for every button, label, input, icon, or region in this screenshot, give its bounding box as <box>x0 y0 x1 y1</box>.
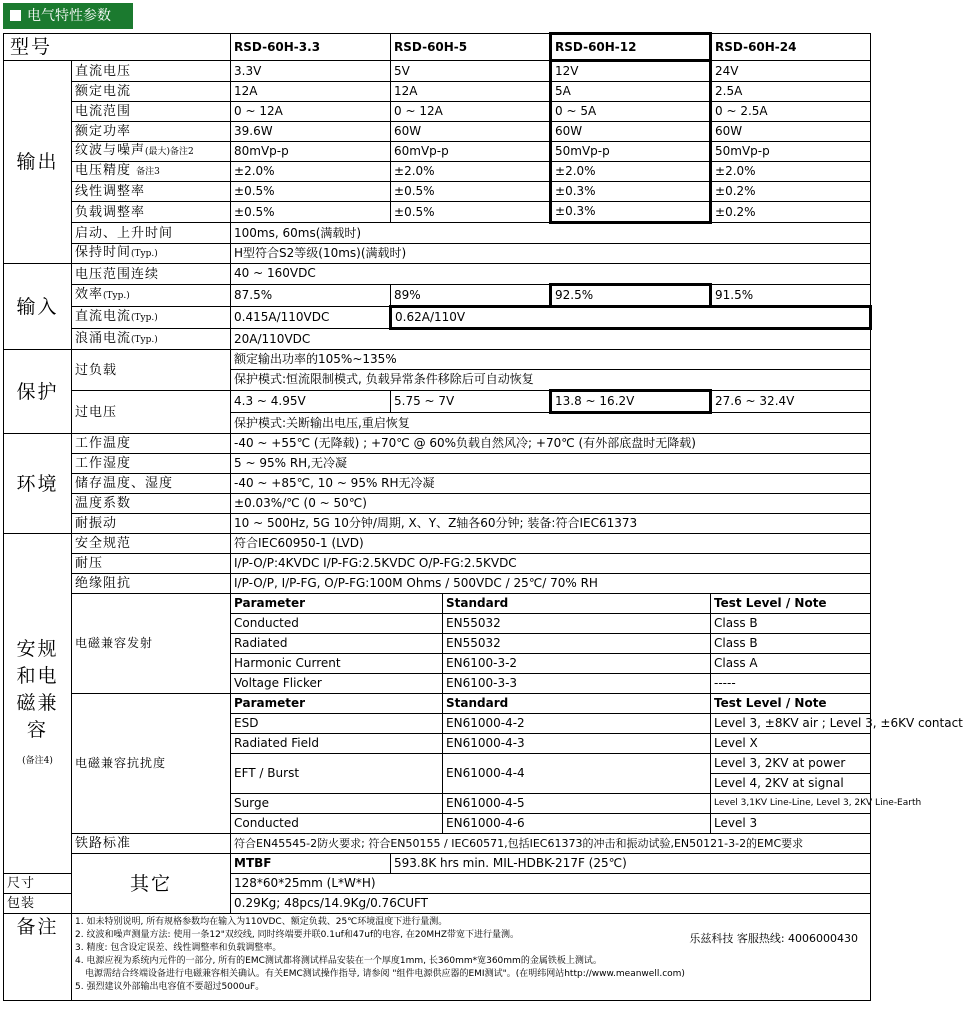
safety-value: I/P-O/P:4KVDC I/P-FG:2.5KVDC O/P-FG:2.5KVDC <box>231 554 871 574</box>
output-row <box>4 61 871 82</box>
pack-value: 0.29Kg; 48pcs/14.9Kg/0.76CUFT <box>231 894 871 914</box>
output-value: 60W <box>391 122 551 142</box>
safety-label: 安全规范 <box>72 534 231 554</box>
overload-row <box>4 350 871 370</box>
env-value: -40 ~ +85℃, 10 ~ 95% RH无冷凝 <box>231 474 871 494</box>
output-value: ±2.0% <box>711 162 871 182</box>
emc-cell: Level X <box>711 734 871 754</box>
note-line: 1. 如未特别说明, 所有规格参数均在输入为110VDC、额定负载、25℃环境温度下进行量测。 <box>75 917 448 927</box>
note-line: 5. 强烈建议外部输出电容值不要超过5000uF。 <box>75 982 265 992</box>
output-label: 负载调整率 <box>72 202 231 223</box>
emc-cell: EN55032 <box>443 614 711 634</box>
env-row <box>4 454 871 474</box>
output-value: 0 ~ 12A <box>231 102 391 122</box>
efficiency-value: 89% <box>391 285 551 307</box>
input-voltage-row <box>4 264 871 285</box>
output-value: 24V <box>711 61 871 82</box>
overvoltage-value: 13.8 ~ 16.2V <box>551 391 711 413</box>
output-label: 线性调整率 <box>72 182 231 202</box>
notes-category: 备注 <box>4 914 72 1001</box>
emc-cell: ESD <box>231 714 443 734</box>
emc-header: Parameter <box>231 694 443 714</box>
hotline: 乐兹科技 客服热线: 4006000430 <box>689 932 859 945</box>
dc-current-value: 0.415A/110VDC <box>231 307 391 329</box>
output-label: 电流范围 <box>72 102 231 122</box>
output-value: ±0.2% <box>711 202 871 223</box>
output-value: ±0.3% <box>551 202 711 223</box>
emc-cell: EN55032 <box>443 634 711 654</box>
square-icon <box>10 10 21 21</box>
emc-cell: EN6100-3-3 <box>443 674 711 694</box>
hold-value: H型符合S2等级(10ms)(满载时) <box>231 244 871 264</box>
safety-row <box>4 574 871 594</box>
safety-category: 安规和电磁兼容 (备注4) <box>4 534 72 874</box>
emission-header-row <box>4 594 871 614</box>
env-value: ±0.03%/℃ (0 ~ 50℃) <box>231 494 871 514</box>
output-value: ±0.5% <box>231 182 391 202</box>
emc-cell: Voltage Flicker <box>231 674 443 694</box>
overvoltage-mode: 保护模式:关断输出电压,重启恢复 <box>231 413 871 434</box>
model-4: RSD-60H-24 <box>711 34 871 61</box>
emc-header: Parameter <box>231 594 443 614</box>
output-value: ±0.3% <box>551 182 711 202</box>
emc-header: Standard <box>443 694 711 714</box>
emc-cell: EN61000-4-4 <box>443 754 711 794</box>
emc-cell: Harmonic Current <box>231 654 443 674</box>
emc-cell: Level 4, 2KV at signal <box>711 774 871 794</box>
output-value: 50mVp-p <box>551 142 711 162</box>
emc-cell: Conducted <box>231 814 443 834</box>
note-line: 4. 电源应视为系统内元件的一部分, 所有的EMC测试都将测试样品安装在一个厚度1mm, 长360mm*宽360mm的金属铁板上测试。 <box>75 956 602 966</box>
output-value: 12A <box>231 82 391 102</box>
mtbf-row <box>4 854 871 874</box>
note-line: 电源需结合终端设备进行电磁兼容相关确认。有关EMC测试操作指导, 请参阅 "组件电源供应器的EMI测试"。(在明纬网站http://www.meanwell.com) <box>85 969 685 979</box>
safety-row <box>4 554 871 574</box>
output-value: ±0.5% <box>231 202 391 223</box>
overvoltage-value: 27.6 ~ 32.4V <box>711 391 871 413</box>
input-category: 输入 <box>4 264 72 350</box>
immunity-header-row <box>4 694 871 714</box>
model-2: RSD-60H-5 <box>391 34 551 61</box>
model-label: 型号 <box>4 34 231 61</box>
overvoltage-row <box>4 391 871 413</box>
startup-row <box>4 223 871 244</box>
emc-cell: Level 3 <box>711 814 871 834</box>
output-label: 直流电压 <box>72 61 231 82</box>
safety-row <box>4 534 871 554</box>
model-row <box>4 34 871 61</box>
efficiency-value: 91.5% <box>711 285 871 307</box>
emc-cell: EN6100-3-2 <box>443 654 711 674</box>
safety-label: 耐压 <box>72 554 231 574</box>
emc-cell: Radiated Field <box>231 734 443 754</box>
emc-cell: Conducted <box>231 614 443 634</box>
size-value: 128*60*25mm (L*W*H) <box>231 874 871 894</box>
output-value: 60W <box>711 122 871 142</box>
output-value: ±2.0% <box>551 162 711 182</box>
railway-value: 符合EN45545-2防火要求; 符合EN50155 / IEC60571,包括IEC61373的冲击和振动试验,EN50121-3-2的EMC要求 <box>231 834 871 854</box>
output-row <box>4 122 871 142</box>
section-header <box>3 3 133 29</box>
hold-row <box>4 244 871 264</box>
output-value: 39.6W <box>231 122 391 142</box>
overload-value: 额定输出功率的105%~135% <box>231 350 871 370</box>
env-row <box>4 494 871 514</box>
env-label: 工作温度 <box>72 434 231 454</box>
output-label: 额定电流 <box>72 82 231 102</box>
output-value: 80mVp-p <box>231 142 391 162</box>
mtbf-value: 593.8K hrs min. MIL-HDBK-217F (25℃) <box>391 854 871 874</box>
hold-label: 保持时间(Typ.) <box>72 244 231 264</box>
immunity-label: 电磁兼容抗扰度 <box>72 694 231 834</box>
env-value: 10 ~ 500Hz, 5G 10分钟/周期, X、Y、Z轴各60分钟; 装备:符合IEC61373 <box>231 514 871 534</box>
inrush-value: 20A/110VDC <box>231 329 871 350</box>
output-label: 纹波与噪声(最大)备注2 <box>72 142 231 162</box>
railway-label: 铁路标准 <box>72 834 231 854</box>
emc-cell: EN61000-4-5 <box>443 794 711 814</box>
output-value: 0 ~ 12A <box>391 102 551 122</box>
dc-current-label: 直流电流(Typ.) <box>72 307 231 329</box>
efficiency-value: 92.5% <box>551 285 711 307</box>
env-label: 耐振动 <box>72 514 231 534</box>
others-category: 其它 <box>72 854 231 914</box>
overvoltage-value: 4.3 ~ 4.95V <box>231 391 391 413</box>
emc-cell: Radiated <box>231 634 443 654</box>
dc-current-value: 0.62A/110V <box>391 307 871 329</box>
output-label: 额定功率 <box>72 122 231 142</box>
output-value: ±2.0% <box>391 162 551 182</box>
env-label: 储存温度、湿度 <box>72 474 231 494</box>
output-value: 12V <box>551 61 711 82</box>
output-value: 12A <box>391 82 551 102</box>
output-value: 5V <box>391 61 551 82</box>
emc-header: Test Level / Note <box>711 694 871 714</box>
inrush-row <box>4 329 871 350</box>
startup-value: 100ms, 60ms(满载时) <box>231 223 871 244</box>
efficiency-label: 效率(Typ.) <box>72 285 231 307</box>
startup-label: 启动、上升时间 <box>72 223 231 244</box>
output-value: 60W <box>551 122 711 142</box>
overvoltage-value: 5.75 ~ 7V <box>391 391 551 413</box>
size-label: 尺寸 <box>4 874 72 894</box>
safety-value: I/P-O/P, I/P-FG, O/P-FG:100M Ohms / 500VDC / 25℃/ 70% RH <box>231 574 871 594</box>
notes-row <box>4 914 871 1001</box>
output-value: 50mVp-p <box>711 142 871 162</box>
output-value: ±0.5% <box>391 202 551 223</box>
input-voltage-label: 电压范围连续 <box>72 264 231 285</box>
emc-header: Standard <box>443 594 711 614</box>
output-value: ±0.2% <box>711 182 871 202</box>
emc-cell: Class A <box>711 654 871 674</box>
safety-label: 绝缘阻抗 <box>72 574 231 594</box>
overload-label: 过负载 <box>72 350 231 391</box>
emc-cell: Level 3, ±8KV air ; Level 3, ±6KV contact <box>711 714 871 734</box>
section-title: 电气特性参数 <box>27 8 111 24</box>
output-value: 5A <box>551 82 711 102</box>
output-row <box>4 162 871 182</box>
output-label: 电压精度 备注3 <box>72 162 231 182</box>
note-line: 2. 纹波和噪声测量方法: 使用一条12"双绞线, 同时终端要并联0.1uf和47uf的电容, 在20MHZ带宽下进行量测。 <box>75 930 520 940</box>
environment-category: 环境 <box>4 434 72 534</box>
output-row <box>4 102 871 122</box>
output-value: 3.3V <box>231 61 391 82</box>
model-1: RSD-60H-3.3 <box>231 34 391 61</box>
output-category: 输出 <box>4 61 72 264</box>
env-value: -40 ~ +55℃ (无降载) ; +70℃ @ 60%负载自然风冷; +70℃ (有外部底盘时无降载) <box>231 434 871 454</box>
env-value: 5 ~ 95% RH,无冷凝 <box>231 454 871 474</box>
emc-cell: Class B <box>711 614 871 634</box>
emc-cell: EN61000-4-6 <box>443 814 711 834</box>
emc-cell: Level 3,1KV Line-Line, Level 3, 2KV Line-Earth <box>711 794 871 814</box>
note-line: 3. 精度: 包含设定误差、线性调整率和负载调整率。 <box>75 943 282 953</box>
env-label: 工作湿度 <box>72 454 231 474</box>
emc-cell: EN61000-4-3 <box>443 734 711 754</box>
efficiency-row <box>4 285 871 307</box>
output-value: ±0.5% <box>391 182 551 202</box>
emc-cell: Class B <box>711 634 871 654</box>
output-row <box>4 182 871 202</box>
input-voltage-value: 40 ~ 160VDC <box>231 264 871 285</box>
emc-cell: EN61000-4-2 <box>443 714 711 734</box>
output-value: 0 ~ 2.5A <box>711 102 871 122</box>
overload-mode: 保护模式:恒流限制模式, 负载异常条件移除后可自动恢复 <box>231 370 871 391</box>
emc-cell: ----- <box>711 674 871 694</box>
emc-cell: EFT / Burst <box>231 754 443 794</box>
env-label: 温度系数 <box>72 494 231 514</box>
env-row <box>4 514 871 534</box>
output-value: 2.5A <box>711 82 871 102</box>
safety-value: 符合IEC60950-1 (LVD) <box>231 534 871 554</box>
notes-content <box>72 914 871 1001</box>
output-value: 0 ~ 5A <box>551 102 711 122</box>
env-row <box>4 434 871 454</box>
spec-table <box>3 32 963 1001</box>
emc-header: Test Level / Note <box>711 594 871 614</box>
output-row <box>4 202 871 223</box>
emc-cell: Surge <box>231 794 443 814</box>
dc-current-row <box>4 307 871 329</box>
output-value: 60mVp-p <box>391 142 551 162</box>
railway-row <box>4 834 871 854</box>
pack-label: 包装 <box>4 894 72 914</box>
protection-category: 保护 <box>4 350 72 434</box>
output-row <box>4 82 871 102</box>
output-row <box>4 142 871 162</box>
env-row <box>4 474 871 494</box>
inrush-label: 浪涌电流(Typ.) <box>72 329 231 350</box>
model-3: RSD-60H-12 <box>551 34 711 61</box>
emc-cell: Level 3, 2KV at power <box>711 754 871 774</box>
overvoltage-label: 过电压 <box>72 391 231 434</box>
output-value: ±2.0% <box>231 162 391 182</box>
mtbf-label: MTBF <box>231 854 391 874</box>
emission-label: 电磁兼容发射 <box>72 594 231 694</box>
efficiency-value: 87.5% <box>231 285 391 307</box>
